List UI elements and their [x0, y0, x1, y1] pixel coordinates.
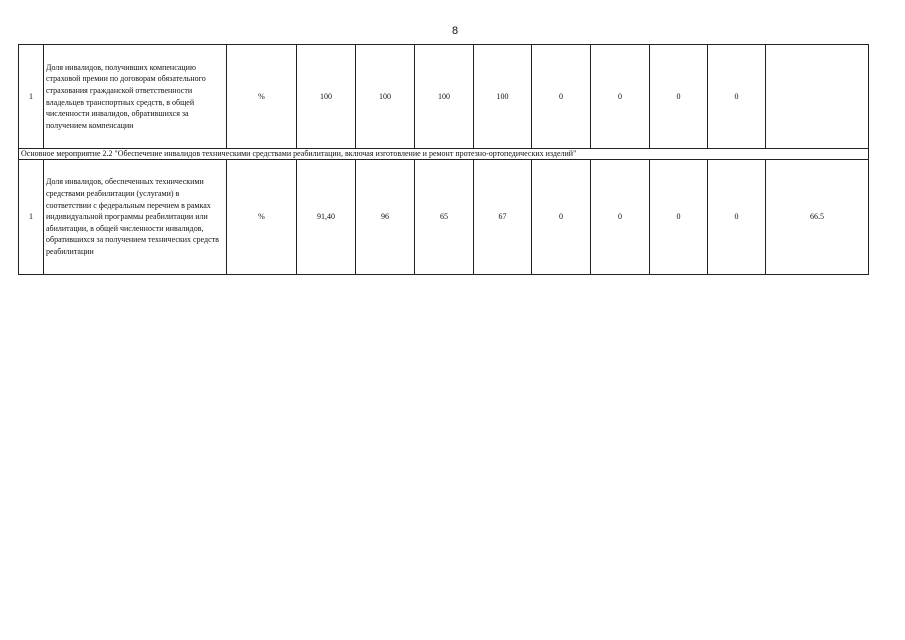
indicator-description-cell: Доля инвалидов, получивших компенсацию страховой премии по договорам обязательного страхования гражданской ответственности владельцев транспортных средств, в общей численности инвалидов, обратившихся за получением компенсации	[44, 45, 227, 149]
table-row	[19, 160, 869, 275]
value-cell: 0	[532, 45, 591, 149]
value-cell: 65	[415, 160, 474, 275]
value-cell: 67	[474, 160, 532, 275]
row-index-cell: 1	[19, 45, 44, 149]
value-cell: 100	[356, 45, 415, 149]
value-cell: 0	[650, 45, 708, 149]
indicators-table	[18, 44, 869, 275]
value-cell: 100	[415, 45, 474, 149]
row-index-cell: 1	[19, 160, 44, 275]
value-cell: 96	[356, 160, 415, 275]
value-cell: 0	[591, 160, 650, 275]
value-cell: 0	[591, 45, 650, 149]
unit-cell: %	[227, 45, 297, 149]
value-cell: 0	[708, 45, 766, 149]
value-cell: 0	[532, 160, 591, 275]
section-row	[19, 149, 869, 160]
value-cell: 100	[297, 45, 356, 149]
unit-cell: %	[227, 160, 297, 275]
table-row	[19, 45, 869, 149]
value-cell: 100	[474, 45, 532, 149]
value-cell: 66.5	[766, 160, 869, 275]
section-title-cell: Основное мероприятие 2.2 "Обеспечение инвалидов техническими средствами реабилитации, включая изготовление и ремонт протезно-ортопедических изделий"	[19, 149, 869, 160]
value-cell: 0	[708, 160, 766, 275]
indicator-description-cell: Доля инвалидов, обеспеченных техническими средствами реабилитации (услугами) в соответствии с федеральным перечнем в рамках индивидуальной программы реабилитации или абилитации, в общей численности инвалидов, обратившихся за получением технических средств реабилитации	[44, 160, 227, 275]
value-cell: 0	[650, 160, 708, 275]
page-number: 8	[451, 25, 459, 37]
value-cell: 91,40	[297, 160, 356, 275]
value-cell	[766, 45, 869, 149]
